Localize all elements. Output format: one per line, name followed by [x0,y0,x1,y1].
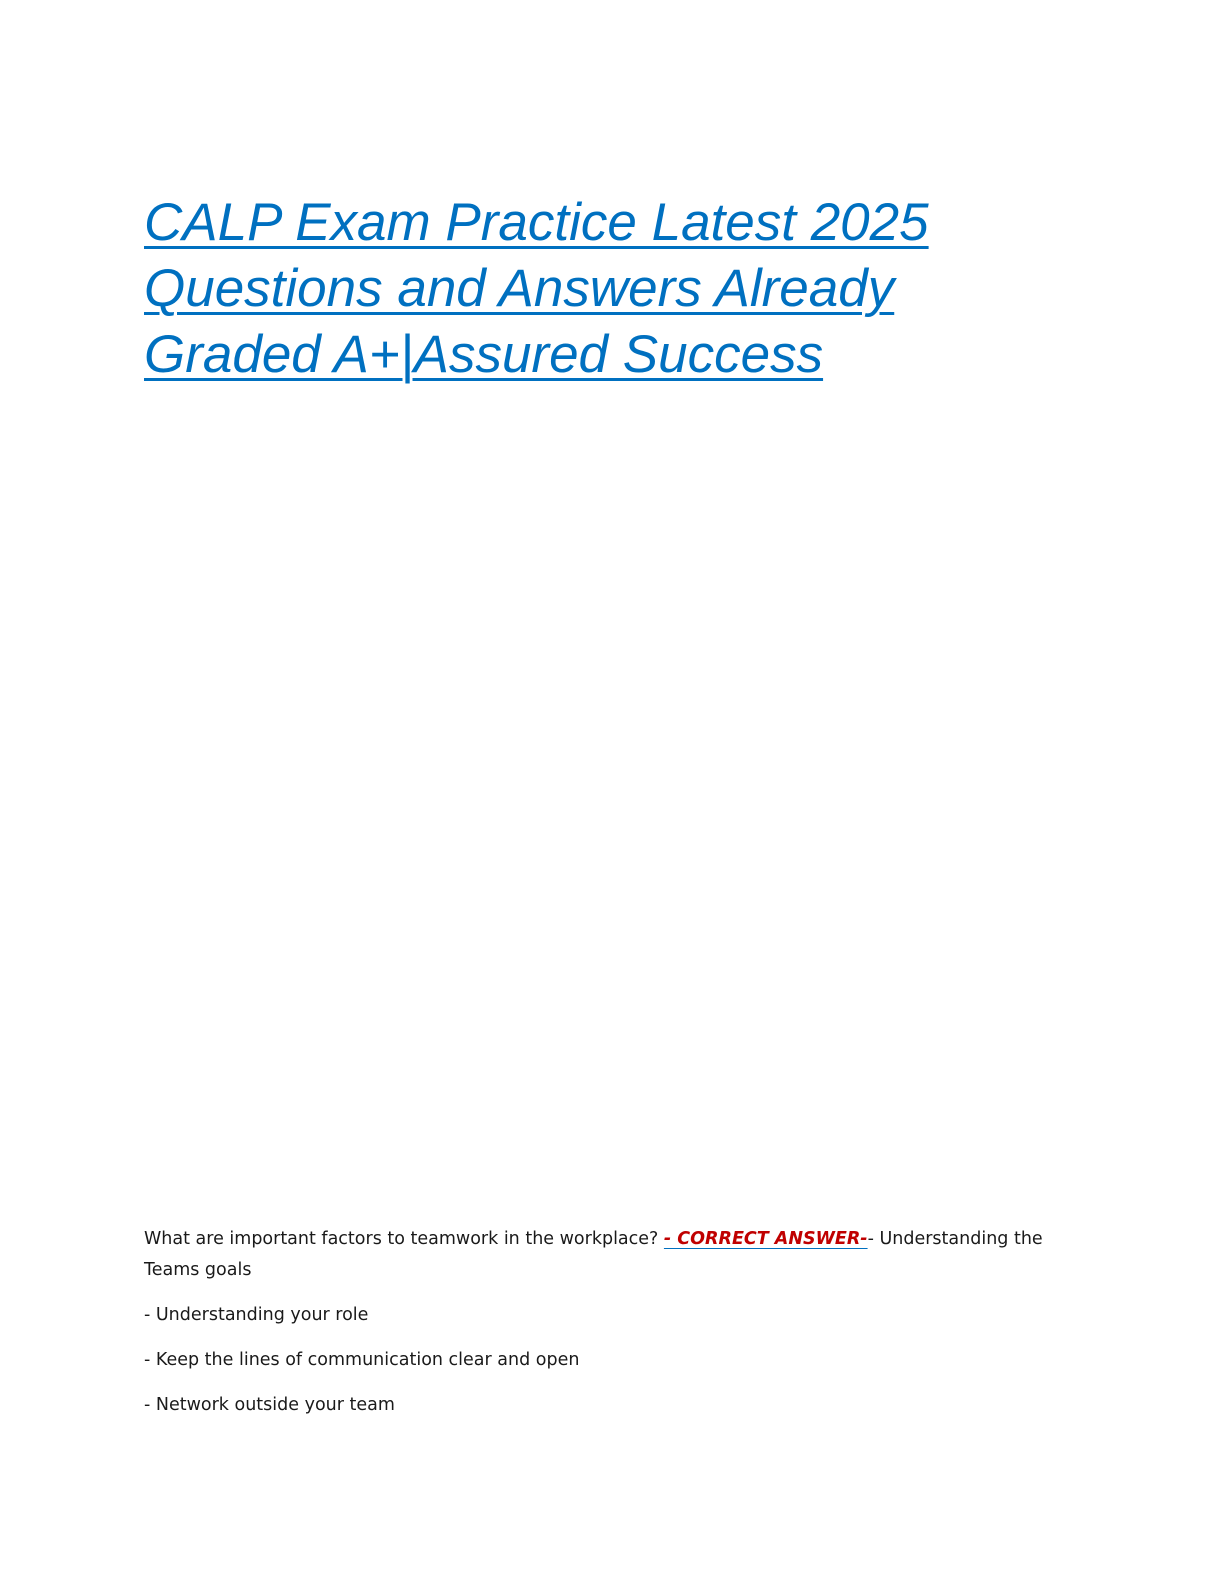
correct-answer-label: - CORRECT ANSWER- [663,1229,868,1249]
answer-item: - Network outside your team [144,1395,395,1415]
answer-first-line: - Understanding the Teams goals [144,1229,1043,1280]
document-title[interactable] [144,190,1044,388]
answer-item: - Understanding your role [144,1305,369,1325]
qa-question-paragraph [144,1224,1084,1286]
answer-item: - Keep the lines of communication clear and open [144,1350,580,1370]
title-link[interactable] [144,193,929,384]
title-line-3: Graded A+|Assured Success [144,325,824,384]
question-text: What are important factors to teamwork in the workplace? [144,1229,659,1249]
title-line-1: CALP Exam Practice Latest 2025 [144,193,929,252]
title-line-2: Questions and Answers Already [144,259,895,318]
qa-block [144,1224,1084,1435]
